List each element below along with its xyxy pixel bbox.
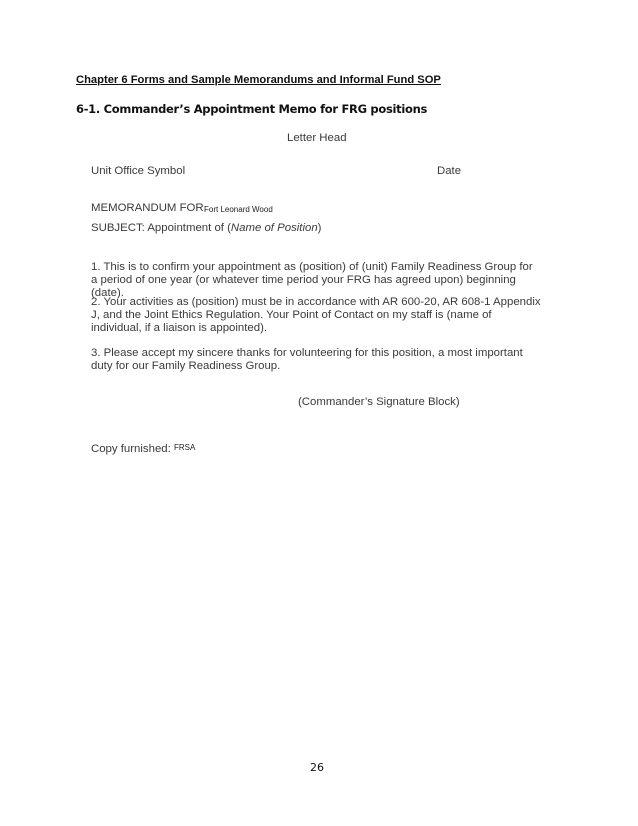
letter-head-label: Letter Head [287, 132, 347, 144]
page-number: 26 [310, 761, 324, 774]
subject-line [91, 222, 321, 234]
copy-furnished-label: Copy furnished: [91, 443, 171, 455]
date-label: Date [437, 165, 462, 177]
subject-suffix: ) [317, 222, 322, 234]
unit-office-symbol-label: Unit Office Symbol [91, 165, 186, 177]
memo-paragraph-3: 3. Please accept my sincere thanks for volunteering for this position, a most important duty for our Family Readiness Group. [91, 347, 523, 372]
memo-paragraph-2: 2. Your activities as (position) must be in accordance with AR 600-20, AR 608-1 Appendix J, and the Joint Ethics Regulation. Your Point of Contact on my staff is (name of individual, if a liaison is appointed). [91, 296, 541, 334]
copy-furnished-value: FRSA [174, 443, 196, 452]
subject-position-name: Name of Position [230, 222, 318, 234]
memo-paragraph-1: 1. This is to confirm your appointment as (position) of (unit) Family Readiness Group for a period of one year (or whatever time period your FRG has agreed upon) beginning (date). [91, 261, 533, 299]
memorandum-for-value: Fort Leonard Wood [204, 205, 273, 214]
chapter-heading: Chapter 6 Forms and Sample Memorandums and Informal Fund SOP [76, 74, 441, 86]
memorandum-for-label: MEMORANDUM FOR [91, 202, 204, 214]
subject-prefix: SUBJECT: Appointment of ( [91, 222, 231, 234]
section-heading: 6-1. Commander’s Appointment Memo for FRG positions [76, 102, 428, 116]
signature-block: (Commander’s Signature Block) [298, 396, 460, 408]
